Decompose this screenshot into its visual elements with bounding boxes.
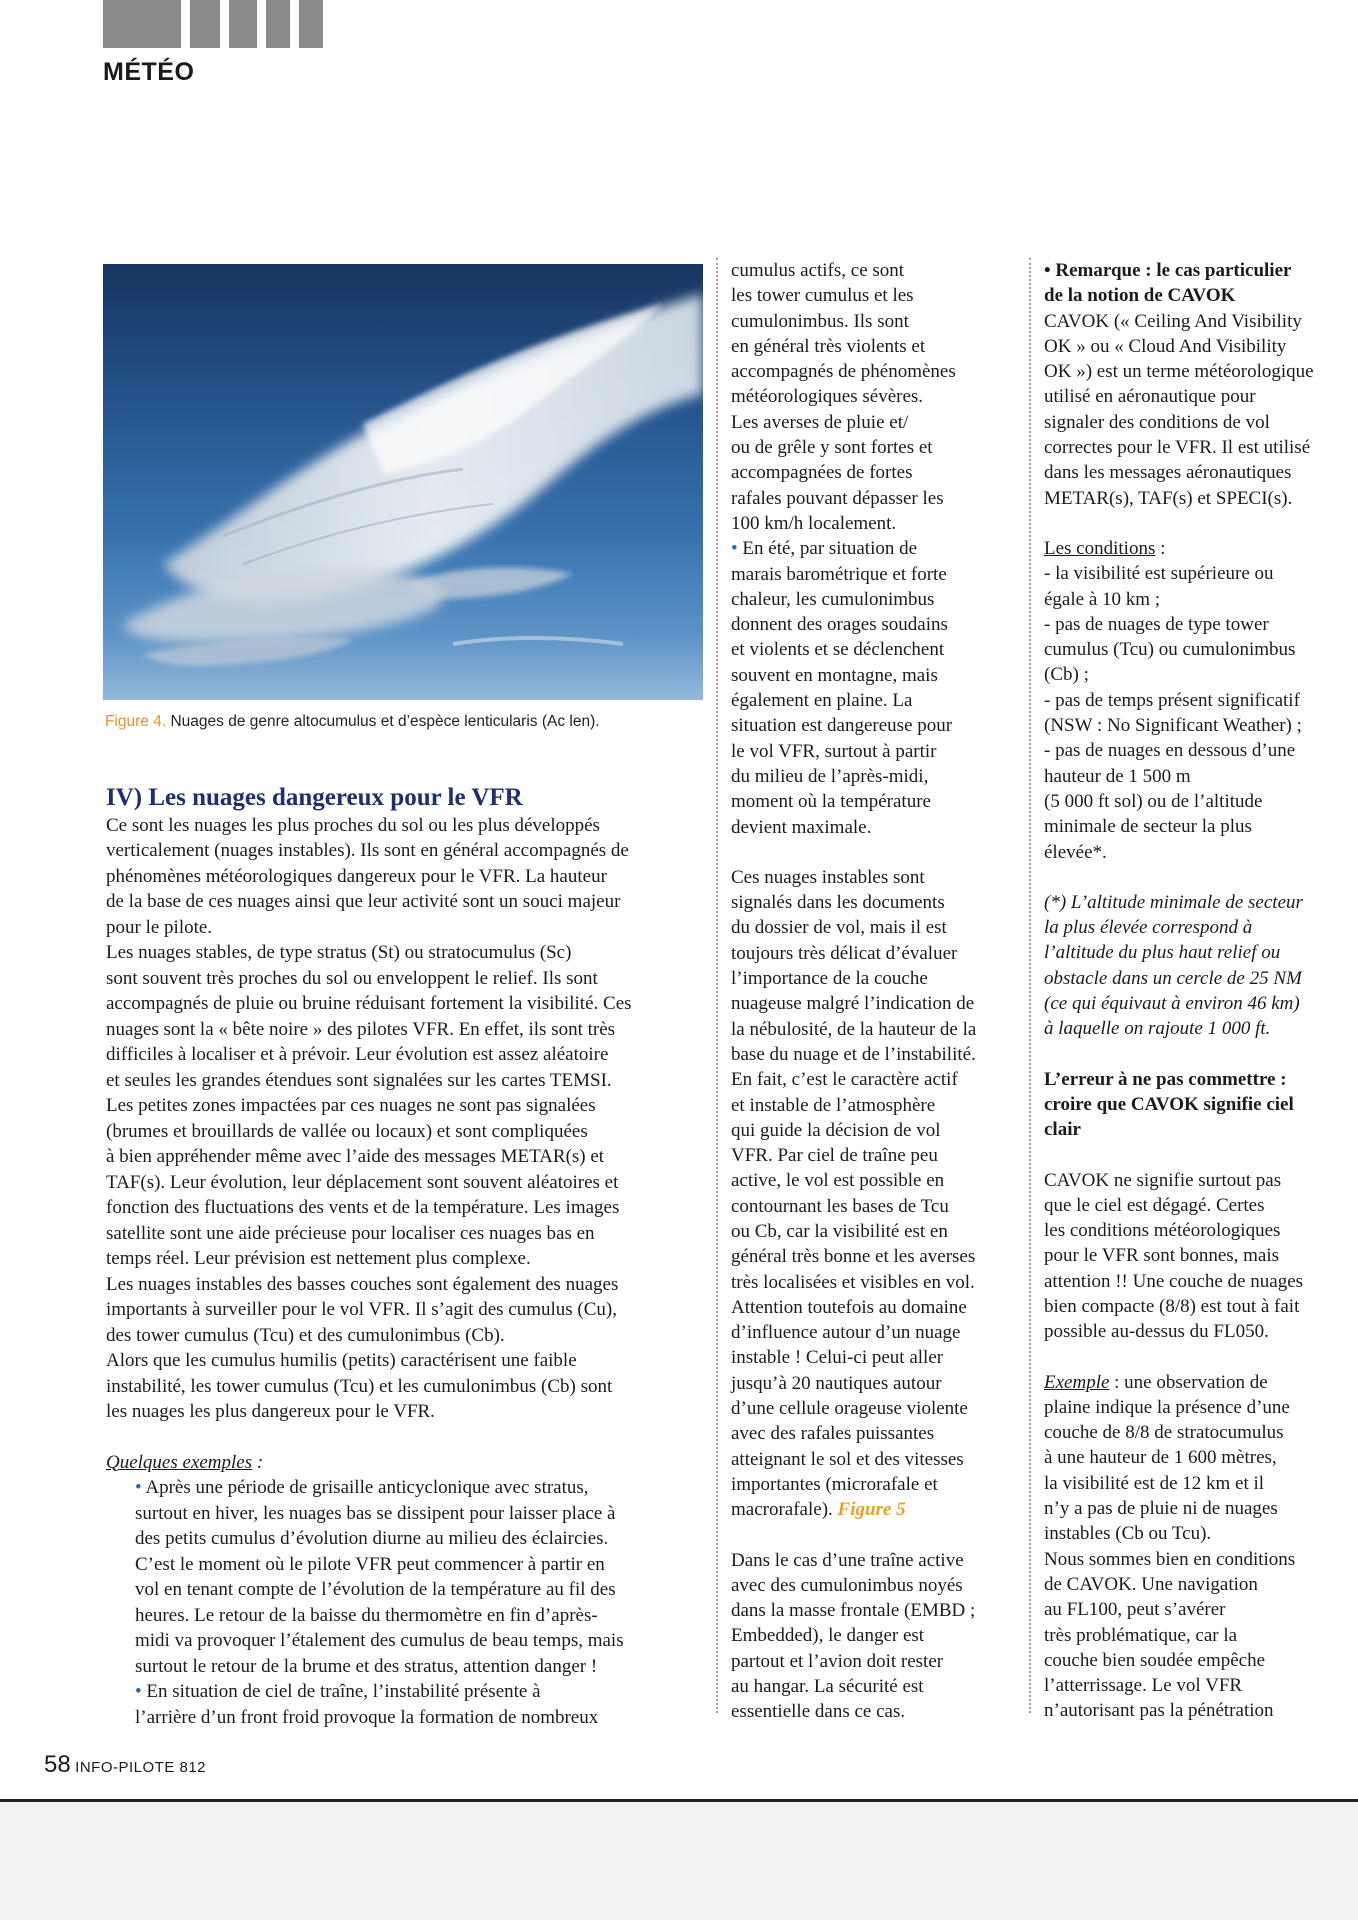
text-line: du milieu de l’après-midi, [731,765,929,787]
text-line: l’arrière d’un front froid provoque la formation de nombreux [135,1706,599,1728]
header-decoration [103,0,323,48]
text-line: situation est dangereuse pour [731,715,953,737]
text-line: l’importance de la couche [731,968,928,990]
text-line: à une hauteur de 1 600 mètres, [1044,1447,1277,1469]
footnote [1044,890,1336,1042]
text-line: n’y a pas de pluie ni de nuages [1044,1498,1278,1520]
text-line: cumulus actifs, ce sont [731,260,905,281]
text-line: en général très violents et [731,335,926,357]
text-line: heures. Le retour de la baisse du thermomètre en fin d’après- [135,1604,598,1626]
text-line: souvent en montagne, mais [731,664,938,686]
paragraph-summer [731,562,1017,840]
text-line: essentielle dans ce cas. [731,1701,906,1723]
text-line: cumulonimbus. Ils sont [731,310,909,332]
text-line: atteignant le sol et des vitesses [731,1448,964,1470]
text-line: clair [1044,1119,1081,1141]
text-line: élevée*. [1044,841,1107,863]
text-line: difficiles à localiser et à prévoir. Leur évolution est assez aléatoire [106,1044,609,1065]
text-line: temps réel. Leur prévision est nettement plus complexe. [106,1248,531,1269]
text-line: qui guide la décision de vol [731,1119,941,1141]
text-line: midi va provoquer l’étalement des cumulus de beau temps, mais [135,1630,624,1651]
text-line: très localisées et visibles en vol. [731,1271,975,1293]
text-line: la visibilité est de 12 km et il [1044,1472,1265,1494]
text-line: L’erreur à ne pas commettre : [1044,1068,1287,1090]
text-line: importantes (microrafale et [731,1473,938,1495]
section-title: IV) Les nuages dangereux pour le VFR [106,784,523,811]
text-line: instables (Cb ou Tcu). [1044,1523,1212,1545]
page-footer [44,1751,206,1779]
text-line: minimale de secteur la plus [1044,816,1252,838]
text-line: CAVOK ne signifie surtout pas [1044,1169,1282,1191]
text-line: contournant les bases de Tcu [731,1195,949,1217]
text-line: plaine indique la présence d’une [1044,1396,1290,1418]
column-divider-2 [1029,258,1031,1713]
text-line: le vol VFR, surtout à partir [731,740,937,762]
text-line: également en plaine. La [731,690,913,712]
text-line: Ces nuages instables sont [731,866,925,888]
text-line: instabilité, les tower cumulus (Tcu) et les cumulonimbus (Cb) sont [106,1375,613,1397]
text-line: les conditions météorologiques [1044,1220,1281,1242]
text-line: des petits cumulus d’évolution diurne au milieu des éclaircies. [135,1528,609,1549]
text-line: chaleur, les cumulonimbus [731,588,935,610]
examples-heading-line: Quelques exemples : [106,1451,264,1473]
text-line: dans la masse frontale (EMBD ; [731,1600,976,1622]
text-line: très problématique, car la [1044,1624,1238,1646]
conditions-heading: Les conditions [1044,537,1156,559]
text-line: CAVOK (« Ceiling And Visibility [1044,310,1302,332]
text-line: que le ciel est dégagé. Certes [1044,1194,1265,1216]
text-line: toujours très délicat d’évaluer [731,942,958,964]
text-line: (Cb) ; [1044,664,1089,686]
text-line: - la visibilité est supérieure ou [1044,563,1274,585]
text-line: couche de 8/8 de stratocumulus [1044,1422,1284,1444]
text-line: verticalement (nuages instables). Ils sont en général accompagnés de [106,840,629,861]
error-title [1044,1067,1336,1143]
text-line: bien compacte (8/8) est tout à fait [1044,1295,1300,1317]
text-line: n’autorisant pas la pénétration [1044,1700,1274,1722]
remark-title [1044,258,1336,309]
text-line: des tower cumulus (Tcu) et des cumulonimbus (Cb). [106,1324,505,1346]
text-line: (brumes et brouillards de vallée ou locaux) et sont compliquées [106,1120,588,1142]
text-line: général très bonne et les averses [731,1246,976,1268]
text-line: accompagnés de phénomènes [731,361,956,383]
bullet-icon: • [135,1477,142,1498]
magazine-name: INFO-PILOTE 812 [75,1759,207,1776]
text-line: de la base de ces nuages ainsi que leur activité sont un souci majeur [106,891,621,912]
column-2 [731,258,1017,1725]
text-line: signalés dans les documents [731,892,945,914]
text-line: vol en tenant compte de l’évolution de la température au fil des [135,1579,616,1600]
example-heading-line: Exemple : une observation de [1044,1371,1268,1393]
text-line: d’une cellule orageuse violente [731,1398,968,1420]
text-line: de la notion de CAVOK [1044,285,1236,307]
figure-label: Figure 4. [105,713,167,730]
bullet-icon: • [135,1681,142,1702]
text-line: • En situation de ciel de traîne, l’instabilité présente à [135,1681,541,1702]
text-line: importants à surveiller pour le vol VFR. Il s’agit des cumulus (Cu), [106,1299,617,1320]
text-line: et instable de l’atmosphère [731,1094,936,1116]
list-item-summer: • En été, par situation de [731,538,918,560]
text-line: jusqu’à 20 nautiques autour [731,1372,942,1394]
conditions-list [1044,561,1336,865]
text-line: dans les messages aéronautiques [1044,462,1292,484]
conditions-heading-line: Les conditions : [1044,537,1166,559]
text-line: C’est le moment où le pilote VFR peut commencer à partir en [135,1553,605,1575]
text-line: surtout en hiver, les nuages bas se dissipent pour laisser place à [135,1502,616,1524]
page-bottom-margin [0,1802,1358,1920]
text-line: croire que CAVOK signifie ciel [1044,1093,1294,1115]
figure-caption [105,713,705,731]
text-line: de CAVOK. Une navigation [1044,1573,1258,1595]
text-line: Attention toutefois au domaine [731,1296,967,1318]
text-line: avec des cumulonimbus noyés [731,1574,963,1596]
example-2 [106,1679,700,1730]
text-line: VFR. Par ciel de traîne peu [731,1145,938,1167]
section-label: MÉTÉO [103,58,195,86]
paragraph-cumulus [731,258,1017,536]
text-line: obstacle dans un cercle de 25 NM [1044,967,1302,989]
error-text [1044,1168,1336,1345]
text-line: • Remarque : le cas particulier [1044,260,1292,281]
text-line: accompagnés de pluie ou bruine réduisant fortement la visibilité. Ces [106,993,632,1014]
text-line: Alors que les cumulus humilis (petits) caractérisent une faible [106,1350,577,1371]
text-line: pour le VFR sont bonnes, mais [1044,1245,1280,1267]
figure-5-link[interactable]: Figure 5 [837,1499,906,1521]
text-line: (ce qui équivaut à environ 46 km) [1044,993,1300,1015]
text-line: 100 km/h localement. [731,512,897,534]
text-line: • Après une période de grisaille anticyclonique avec stratus, [135,1477,589,1498]
text-line: En fait, c’est le caractère actif [731,1069,958,1091]
column-1 [106,785,700,1730]
text-line: au hangar. La sécurité est [731,1676,924,1698]
text-line: rafales pouvant dépasser les [731,487,944,509]
text-line: Dans le cas d’une traîne active [731,1549,964,1571]
text-line: les tower cumulus et les [731,285,914,307]
text-line: active, le vol est possible en [731,1170,945,1192]
text-line: pour le pilote. [106,916,213,938]
text-line: accompagnées de fortes [731,462,913,484]
text-line: à laquelle on rajoute 1 000 ft. [1044,1018,1271,1040]
text-line: - pas de temps présent significatif [1044,689,1300,711]
text-line: (NSW : No Significant Weather) ; [1044,715,1302,737]
text-line: la nébulosité, de la hauteur de la [731,1018,977,1040]
text-line: correctes pour le VFR. Il est utilisé [1044,437,1311,459]
text-line: OK » ou « Cloud And Visibility [1044,335,1287,357]
text-line: avec des rafales puissantes [731,1423,935,1445]
text-line: (5 000 ft sol) ou de l’altitude [1044,790,1263,812]
text-line: base du nuage et de l’instabilité. [731,1043,976,1065]
text-line: instable ! Celui-ci peut aller [731,1347,944,1369]
text-line: marais barométrique et forte [731,563,947,585]
text-line: satellite sont une aide précieuse pour localiser ces nuages bas en [106,1222,595,1244]
text-line: l’atterrissage. Le vol VFR [1044,1675,1243,1697]
text-line: attention !! Une couche de nuages [1044,1270,1304,1292]
text-line: Ce sont les nuages les plus proches du sol ou les plus développés [106,814,600,836]
text-line: phénomènes météorologiques dangereux pour le VFR. La hauteur [106,865,607,887]
text-line: ou de grêle y sont fortes et [731,437,933,459]
text-line: - pas de nuages de type tower [1044,613,1269,635]
text-line: la plus élevée correspond à [1044,917,1253,939]
text-line: METAR(s), TAF(s) et SPECI(s). [1044,487,1293,509]
example-1 [106,1475,700,1679]
text-line: devient maximale. [731,816,872,838]
intro-paragraphs [106,813,700,1425]
text-line: Les nuages stables, de type stratus (St) ou stratocumulus (Sc) [106,942,572,963]
figure-caption-text: Nuages de genre altocumulus et d’espèce lenticularis (Ac len). [170,713,600,730]
text-line: au FL100, peut s’avérer [1044,1599,1226,1621]
text-line: et violents et se déclenchent [731,639,945,661]
paragraph-instable [731,865,1017,1497]
text-line: météorologiques sévères. [731,386,924,408]
text-line: partout et l’avion doit rester [731,1650,944,1672]
text-line: et seules les grandes étendues sont signalées sur les cartes TEMSI. [106,1069,612,1091]
example-heading: Exemple [1044,1371,1110,1393]
figure-ref-line: macrorafale). Figure 5 [731,1499,906,1521]
text-line: nuages sont la « bête noire » des pilotes VFR. En effet, ils sont très [106,1018,616,1040]
text-line: utilisé en aéronautique pour [1044,386,1256,408]
text-line: OK ») est un terme météorologique [1044,361,1314,383]
text-line: égale à 10 km ; [1044,588,1161,610]
text-line: ou Cb, car la visibilité est en [731,1220,948,1242]
column-3 [1044,258,1336,1724]
text-line: fonction des fluctuations des vents et de la température. Les images [106,1197,620,1218]
remark-text [1044,309,1336,511]
text-line: surtout le retour de la brume et des stratus, attention danger ! [135,1655,598,1677]
text-line: - pas de nuages en dessous d’une [1044,740,1296,762]
text-line: à bien appréhender même avec l’aide des messages METAR(s) et [106,1146,605,1167]
text-line: l’altitude du plus haut relief ou [1044,942,1281,964]
text-line: cumulus (Tcu) ou cumulonimbus [1044,639,1296,661]
paragraph-traine [731,1548,1017,1725]
text-line: sont souvent très proches du sol ou enveloppent le relief. Ils sont [106,967,598,989]
text-line: nuageuse malgré l’indication de [731,993,975,1015]
text-line: moment où la température [731,791,931,813]
text-line: Les averses de pluie et/ [731,411,909,433]
text-line: donnent des orages soudains [731,614,948,636]
text-line: les nuages les plus dangereux pour le VFR. [106,1401,435,1422]
cloud-photo [103,264,703,700]
text-line: Les petites zones impactées par ces nuages ne sont pas signalées [106,1095,596,1116]
page-number: 58 [44,1751,71,1778]
text-line: d’influence autour d’un nuage [731,1322,961,1344]
text-line: hauteur de 1 500 m [1044,765,1191,787]
text-line: Nous sommes bien en conditions [1044,1548,1296,1570]
column-divider-1 [716,258,718,1713]
text-line: TAF(s). Leur évolution, leur déplacement sont souvent aléatoires et [106,1171,619,1193]
text-line: du dossier de vol, mais il est [731,917,947,939]
text-line: Embedded), le danger est [731,1625,925,1647]
text-line: possible au-dessus du FL050. [1044,1321,1269,1343]
text-line: signaler des conditions de vol [1044,411,1270,433]
text-line: couche bien soudée empêche [1044,1649,1266,1671]
text-line: Les nuages instables des basses couches sont également des nuages [106,1273,619,1295]
example-text [1044,1395,1336,1724]
text-line: (*) L’altitude minimale de secteur [1044,891,1303,913]
examples-heading: Quelques exemples [106,1451,253,1473]
